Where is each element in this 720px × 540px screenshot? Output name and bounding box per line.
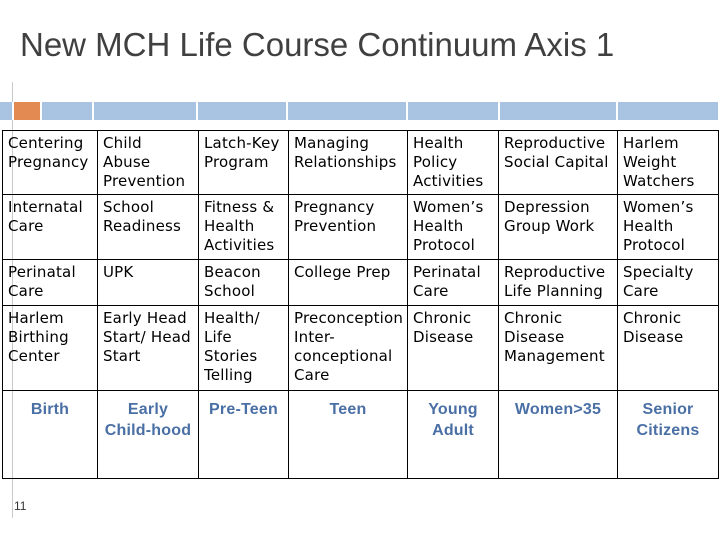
table-row — [3, 260, 719, 306]
stage-label: Teen — [289, 391, 408, 479]
table-cell: Harlem Birthing Center — [3, 306, 98, 391]
table-cell: Specialty Care — [618, 260, 719, 306]
table-row — [3, 306, 719, 391]
bar-segment — [198, 102, 288, 120]
bar-segment — [408, 102, 500, 120]
table-cell: Chronic Disease — [618, 306, 719, 391]
stage-label: Women>35 — [499, 391, 618, 479]
table-cell: Chronic Disease — [408, 306, 499, 391]
stage-label: Young Adult — [408, 391, 499, 479]
table-cell: UPK — [98, 260, 199, 306]
table-cell: Chronic Disease Management — [499, 306, 618, 391]
table-cell: Early Head Start/ Head Start — [98, 306, 199, 391]
stage-label: Senior Citizens — [618, 391, 719, 479]
table-cell: Health/ Life Stories Telling — [199, 306, 289, 391]
table-cell: Women’s Health Protocol — [408, 195, 499, 260]
bar-segment — [288, 102, 408, 120]
decorative-color-bar — [0, 102, 720, 120]
table-cell: Depression Group Work — [499, 195, 618, 260]
table-cell: Pregnancy Prevention — [289, 195, 408, 260]
table-cell: Harlem Weight Watchers — [618, 131, 719, 195]
bar-segment — [500, 102, 618, 120]
table-cell: Perinatal Care — [408, 260, 499, 306]
table-cell: Fitness & Health Activities — [199, 195, 289, 260]
table-cell: Reproductive Social Capital — [499, 131, 618, 195]
table-cell: Child Abuse Prevention — [98, 131, 199, 195]
bar-segment — [94, 102, 198, 120]
table-cell: School Readiness — [98, 195, 199, 260]
stage-label: Birth — [3, 391, 98, 479]
stage-row — [3, 391, 719, 479]
bar-segment — [42, 102, 94, 120]
table-cell: College Prep — [289, 260, 408, 306]
bar-segment-accent — [14, 102, 42, 120]
table-cell: Centering Pregnancy — [3, 131, 98, 195]
table-cell: Women’s Health Protocol — [618, 195, 719, 260]
life-course-table — [2, 130, 719, 479]
table-cell: Internatal Care — [3, 195, 98, 260]
stage-label: Early Child-hood — [98, 391, 199, 479]
table-row — [3, 195, 719, 260]
table-row — [3, 131, 719, 195]
table-cell: Perinatal Care — [3, 260, 98, 306]
bar-segment — [618, 102, 720, 120]
bar-segment — [0, 102, 14, 120]
table-cell: Beacon School — [199, 260, 289, 306]
table-cell: Health Policy Activities — [408, 131, 499, 195]
table-cell: Managing Relationships — [289, 131, 408, 195]
slide-title: New MCH Life Course Continuum Axis 1 — [20, 26, 615, 63]
table-cell: Reproductive Life Planning — [499, 260, 618, 306]
table-cell: Preconception Inter-conceptional Care — [289, 306, 408, 391]
page-number: 11 — [14, 499, 27, 513]
stage-label: Pre-Teen — [199, 391, 289, 479]
table-cell: Latch-Key Program — [199, 131, 289, 195]
